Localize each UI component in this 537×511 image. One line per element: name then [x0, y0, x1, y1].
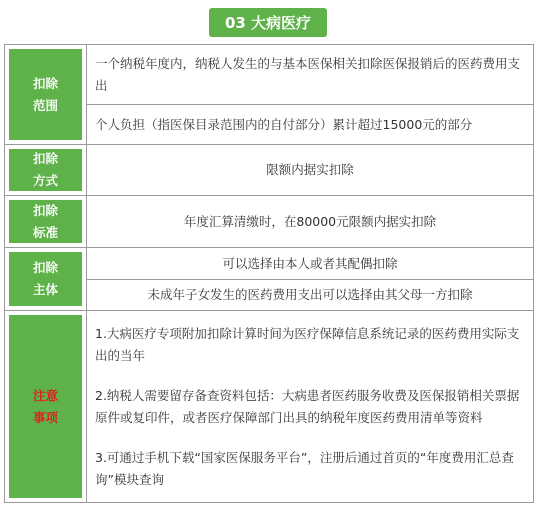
subject-text-1: 可以选择由本人或者其配偶扣除: [87, 248, 534, 280]
subject-label-line-2: 主体: [32, 282, 58, 297]
note-item-2: 2.纳税人需要留存备查资料包括：大病患者医药服务收费及医保报销相关票据原件或复印件，或者医疗保障部门出具的纳税年度医药费用清单等资料: [95, 387, 520, 425]
subject-text-2: 未成年子女发生的医药费用支出可以选择由其父母一方扣除: [87, 280, 534, 311]
header: [0, 0, 537, 44]
notes-row: [5, 311, 534, 503]
scope-text-2: 个人负担（指医保目录范围内的自付部分）累计超过15000元的部分: [87, 105, 534, 145]
notes-label-line-2: 事项: [32, 409, 58, 425]
method-label-line-1: 扣除: [32, 151, 58, 166]
scope-label-line-1: 扣除: [32, 75, 58, 91]
scope-label-line-2: 范围: [32, 97, 58, 113]
standard-label: [5, 196, 87, 248]
standard-label-line-1: 扣除: [32, 202, 58, 218]
standard-label-line-2: 标准: [32, 224, 58, 240]
method-text: 限额内据实扣除: [87, 145, 534, 196]
notes-text: [87, 311, 534, 503]
note-spacer: [95, 367, 525, 385]
standard-row: [5, 196, 534, 248]
subject-label: [5, 248, 87, 311]
scope-row-1: [5, 45, 534, 105]
section-title: 03 大病医疗: [209, 8, 327, 37]
notes-label: [5, 311, 87, 503]
note-item-1: 1.大病医疗专项附加扣除计算时间为医疗保障信息系统记录的医药费用实际支出的当年: [95, 325, 520, 363]
method-row: [5, 145, 534, 196]
method-label-line-2: 方式: [32, 173, 58, 188]
subject-row-1: [5, 248, 534, 280]
note-item-3: 3.可通过手机下载“国家医保服务平台”，注册后通过首页的“年度费用汇总查询”模块查询: [95, 449, 514, 487]
standard-text: 年度汇算清缴时，在80000元限额内据实扣除: [87, 196, 534, 248]
scope-text-1: 一个纳税年度内，纳税人发生的与基本医保相关扣除医保报销后的医药费用支出: [87, 45, 534, 105]
method-label: [5, 145, 87, 196]
notes-label-line-1: 注意: [32, 387, 58, 403]
scope-label: [5, 45, 87, 145]
deduction-table: [4, 44, 534, 503]
note-spacer: [95, 429, 525, 447]
subject-label-line-1: 扣除: [32, 260, 58, 275]
